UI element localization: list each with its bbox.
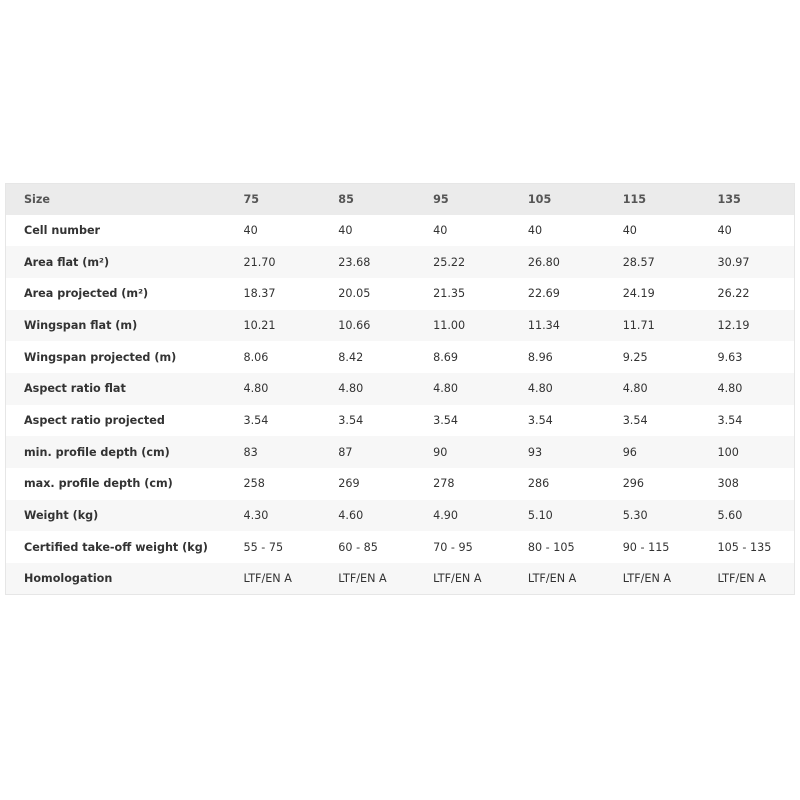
table-cell: 25.22 (415, 246, 510, 278)
header-size-value: 95 (415, 184, 510, 215)
row-label: Weight (kg) (6, 500, 226, 532)
table-cell: 3.54 (699, 405, 794, 437)
table-cell: 3.54 (320, 405, 415, 437)
header-size-value: 105 (510, 184, 605, 215)
table-cell: 21.35 (415, 278, 510, 310)
table-cell: 5.60 (699, 500, 794, 532)
row-label: Certified take-off weight (kg) (6, 531, 226, 563)
table-cell: LTF/EN A (605, 563, 700, 595)
table-cell: 4.60 (320, 500, 415, 532)
table-cell: 8.06 (226, 341, 321, 373)
table-cell: 9.63 (699, 341, 794, 373)
table-cell: LTF/EN A (320, 563, 415, 595)
table-cell: 26.22 (699, 278, 794, 310)
row-label: Cell number (6, 215, 226, 247)
table-cell: 70 - 95 (415, 531, 510, 563)
table-row (6, 246, 795, 278)
table-cell: 4.80 (226, 373, 321, 405)
table-cell: 80 - 105 (510, 531, 605, 563)
table-cell: 40 (226, 215, 321, 247)
table-cell: 96 (605, 436, 700, 468)
table-cell: 40 (605, 215, 700, 247)
table-cell: 11.00 (415, 310, 510, 342)
table-cell: 22.69 (510, 278, 605, 310)
table-cell: 10.21 (226, 310, 321, 342)
row-label: Area flat (m²) (6, 246, 226, 278)
table-cell: 40 (510, 215, 605, 247)
table-cell: 4.80 (605, 373, 700, 405)
table-cell: 11.71 (605, 310, 700, 342)
header-size-value: 85 (320, 184, 415, 215)
table-row (6, 531, 795, 563)
table-cell: 40 (415, 215, 510, 247)
table-cell: 8.96 (510, 341, 605, 373)
row-label: Aspect ratio projected (6, 405, 226, 437)
row-label: min. profile depth (cm) (6, 436, 226, 468)
table-cell: 87 (320, 436, 415, 468)
table-cell: 30.97 (699, 246, 794, 278)
specifications-table-body (6, 184, 795, 595)
table-cell: 4.80 (699, 373, 794, 405)
table-cell: 12.19 (699, 310, 794, 342)
row-label: Aspect ratio flat (6, 373, 226, 405)
table-cell: 28.57 (605, 246, 700, 278)
header-label-size: Size (6, 184, 226, 215)
table-cell: LTF/EN A (510, 563, 605, 595)
table-cell: 308 (699, 468, 794, 500)
header-size-value: 75 (226, 184, 321, 215)
table-cell: 9.25 (605, 341, 700, 373)
table-cell: 90 (415, 436, 510, 468)
table-cell: LTF/EN A (415, 563, 510, 595)
table-row (6, 563, 795, 595)
header-size-value: 115 (605, 184, 700, 215)
table-row (6, 341, 795, 373)
row-label: max. profile depth (cm) (6, 468, 226, 500)
table-cell: LTF/EN A (226, 563, 321, 595)
table-cell: 60 - 85 (320, 531, 415, 563)
table-cell: 3.54 (415, 405, 510, 437)
table-cell: 8.42 (320, 341, 415, 373)
specifications-table (5, 183, 795, 595)
table-cell: 5.30 (605, 500, 700, 532)
table-cell: 18.37 (226, 278, 321, 310)
table-row (6, 436, 795, 468)
table-cell: 3.54 (510, 405, 605, 437)
table-row (6, 278, 795, 310)
table-cell: 24.19 (605, 278, 700, 310)
table-row (6, 310, 795, 342)
table-cell: 83 (226, 436, 321, 468)
table-cell: 5.10 (510, 500, 605, 532)
table-cell: 93 (510, 436, 605, 468)
table-cell: LTF/EN A (699, 563, 794, 595)
table-cell: 258 (226, 468, 321, 500)
row-label: Wingspan projected (m) (6, 341, 226, 373)
table-cell: 11.34 (510, 310, 605, 342)
table-cell: 269 (320, 468, 415, 500)
table-cell: 296 (605, 468, 700, 500)
table-cell: 3.54 (226, 405, 321, 437)
table-row (6, 215, 795, 247)
table-cell: 10.66 (320, 310, 415, 342)
table-cell: 4.80 (320, 373, 415, 405)
table-cell: 3.54 (605, 405, 700, 437)
row-label: Homologation (6, 563, 226, 595)
table-row (6, 500, 795, 532)
table-cell: 23.68 (320, 246, 415, 278)
table-header-row (6, 184, 795, 215)
table-cell: 40 (699, 215, 794, 247)
table-cell: 4.80 (510, 373, 605, 405)
table-cell: 100 (699, 436, 794, 468)
table-cell: 26.80 (510, 246, 605, 278)
table-cell: 20.05 (320, 278, 415, 310)
table-cell: 105 - 135 (699, 531, 794, 563)
table-cell: 4.30 (226, 500, 321, 532)
table-cell: 286 (510, 468, 605, 500)
table-cell: 40 (320, 215, 415, 247)
table-row (6, 373, 795, 405)
table-cell: 55 - 75 (226, 531, 321, 563)
table-cell: 90 - 115 (605, 531, 700, 563)
table-cell: 8.69 (415, 341, 510, 373)
table-row (6, 405, 795, 437)
table-cell: 21.70 (226, 246, 321, 278)
table-row (6, 468, 795, 500)
table-cell: 4.80 (415, 373, 510, 405)
table-cell: 4.90 (415, 500, 510, 532)
header-size-value: 135 (699, 184, 794, 215)
table-cell: 278 (415, 468, 510, 500)
row-label: Area projected (m²) (6, 278, 226, 310)
row-label: Wingspan flat (m) (6, 310, 226, 342)
